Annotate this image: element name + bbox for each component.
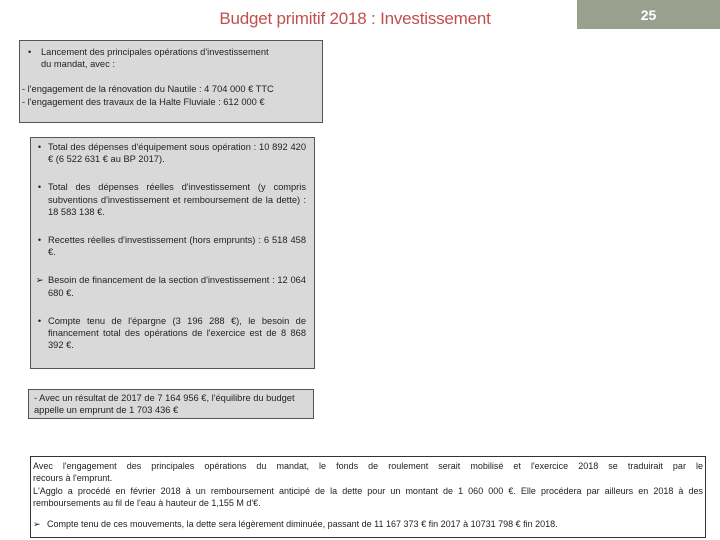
loan-text: - Avec un résultat de 2017 de 7 164 956 €, l'équilibre du budget appelle un emprunt de 1 703 436 €: [34, 393, 295, 416]
list-item: [31, 234, 306, 258]
operations-box: [19, 40, 323, 123]
list-item-text: Compte tenu de l'épargne (3 196 288 €), le besoin de financement total des opérations de l'exercice est de 8 868 392 €.: [48, 315, 306, 351]
bullet-icon: •: [37, 315, 42, 326]
summary-line: remboursements au fil de l'eau à hauteur de 1,155 M d'€.: [33, 497, 261, 508]
intro-bullet: [28, 46, 316, 70]
page-number: 25: [577, 0, 720, 29]
debt-summary-box: [30, 456, 706, 538]
bullet-icon: •: [28, 47, 32, 57]
loan-box: [28, 389, 314, 419]
operation-item: - l'engagement des travaux de la Halte Fluviale : 612 000 €: [22, 96, 265, 107]
totals-box: [30, 137, 315, 369]
summary-line: Avec l'engagement des principales opérations du mandat, le fonds de roulement serait mobilisé et l'exercice 2018 se traduirait par le: [33, 461, 703, 471]
arrow-bullet-icon: ➢: [33, 519, 41, 530]
operation-item: - l'engagement de la rénovation du Nautile : 4 704 000 € TTC: [22, 84, 274, 95]
intro-line: Lancement des principales opérations d'investissement: [41, 47, 269, 57]
list-item: [31, 274, 306, 298]
intro-line: du mandat, avec :: [41, 59, 115, 70]
slide-title: Budget primitif 2018 : Investissement: [219, 9, 491, 28]
list-item-text: Total des dépenses d'équipement sous opération : 10 892 420 € (6 522 631 € au BP 2017).: [48, 142, 306, 165]
list-item: [31, 315, 306, 352]
list-item: [31, 181, 306, 218]
arrow-bullet-icon: ➢: [35, 275, 44, 286]
list-item-text: Besoin de financement de la section d'investissement : 12 064 680 €.: [48, 275, 306, 298]
summary-line: recours à l'emprunt.: [33, 473, 113, 484]
list-item-text: Recettes réelles d'investissement (hors emprunts) : 6 518 458 €.: [48, 235, 306, 258]
bullet-icon: •: [37, 235, 42, 246]
summary-conclusion-text: Compte tenu de ces mouvements, la dette sera légèrement diminuée, passant de 11 167 373 € fin 2017 à 10731 798 € fin 2018.: [47, 519, 558, 530]
summary-line: L'Agglo a procédé en février 2018 à un remboursement anticipé de la dette pour un montant de 1 060 000 €. Elle procédera par ailleurs en 2018 à des: [33, 485, 703, 496]
summary-conclusion: [33, 518, 703, 530]
bullet-icon: •: [37, 142, 42, 152]
list-item-text: Total des dépenses réelles d'investissement (y compris subventions d'investissement et remboursement de la dette) : 18 583 138 €.: [48, 182, 306, 217]
bullet-icon: •: [37, 182, 42, 193]
list-item: [31, 141, 306, 165]
